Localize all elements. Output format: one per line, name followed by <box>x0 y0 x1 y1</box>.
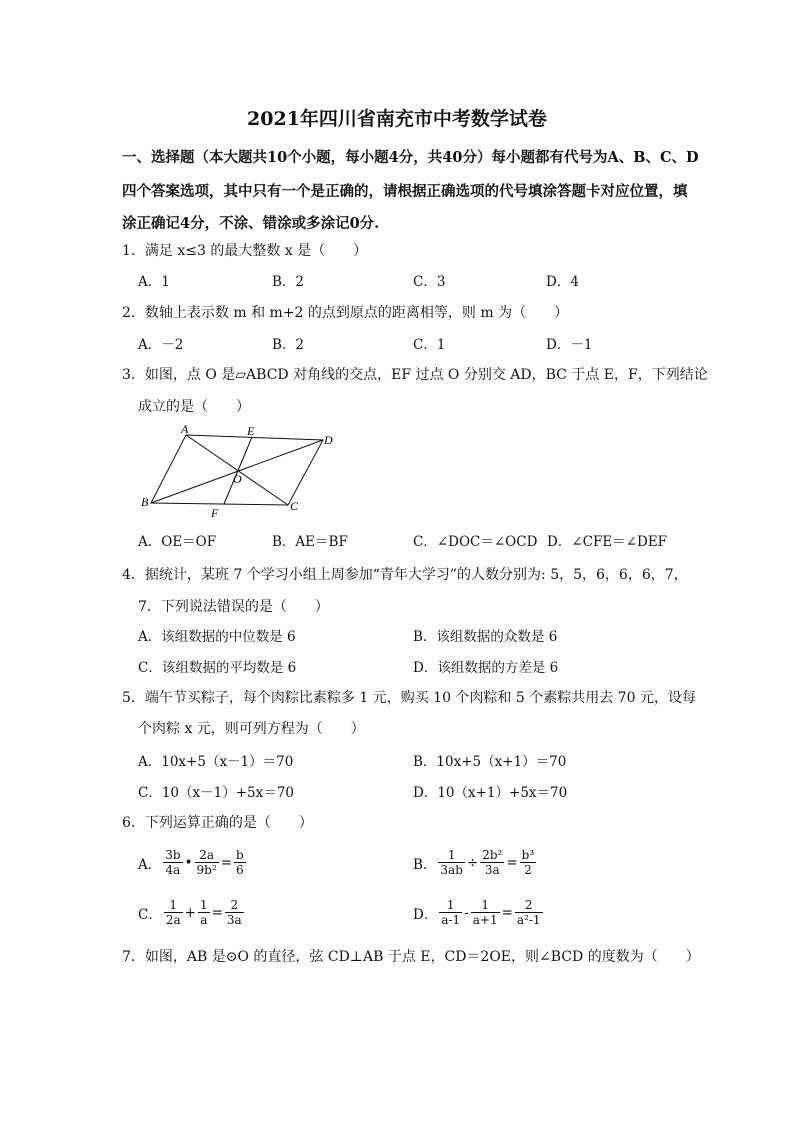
q6-option-a <box>138 848 246 877</box>
operator: - <box>464 904 469 921</box>
label-c: C <box>290 499 299 513</box>
denominator: 9b² <box>196 863 217 877</box>
denominator: 3a <box>226 913 242 927</box>
q1-option-a: A．1 <box>138 274 170 290</box>
equals-sign: = <box>501 904 513 921</box>
q6-b-fraction-2 <box>480 848 504 877</box>
q2-option-c: C．1 <box>413 337 446 353</box>
q6-option-d <box>413 898 543 927</box>
numerator: 1 <box>471 898 500 913</box>
q6-d-fraction-3 <box>515 898 543 927</box>
question-3-stem-line2: 成立的是（ ） <box>138 399 250 415</box>
operator: • <box>184 854 193 871</box>
label-b: B <box>141 495 149 509</box>
denominator: a <box>200 913 208 927</box>
numerator: 2b² <box>482 848 503 862</box>
q5-option-a: A．10x+5（x－1）＝70 <box>138 754 294 770</box>
section-instructions-line1: 一、选择题（本大题共10个小题，每小题4分，共40分）每小题都有代号为A、B、C、D <box>122 149 699 166</box>
q6-b-letter: B． <box>413 856 437 873</box>
q1-option-c: C．3 <box>413 274 446 290</box>
q4-option-c: C．该组数据的平均数是 6 <box>138 660 297 676</box>
q5-option-b: B．10x+5（x+1）＝70 <box>413 754 567 770</box>
denominator: 4a <box>165 863 181 877</box>
q6-c-fraction-3 <box>225 898 244 927</box>
question-6-stem: 6．下列运算正确的是（ ） <box>122 815 313 831</box>
equals-sign: = <box>211 904 223 921</box>
numerator: 1 <box>164 898 183 913</box>
denominator: 3ab <box>440 863 463 877</box>
operator: + <box>184 904 196 921</box>
q6-d-letter: D． <box>413 906 438 923</box>
q1-option-b: B．2 <box>272 274 305 290</box>
q3-option-b: B．AE＝BF <box>272 534 348 550</box>
question-3-stem-line1: 3．如图，点 O 是▱ABCD 对角线的交点，EF 过点 O 分别交 AD，BC 于点 E，F，下列结论 <box>122 367 708 383</box>
question-5-stem-line1: 5．端午节买粽子，每个肉粽比素粽多 1 元，购买 10 个肉粽和 5 个素粽共用去 70 元，设每 <box>122 690 696 706</box>
label-e: E <box>247 424 255 438</box>
numerator: b <box>236 848 244 862</box>
q6-d-fraction-2 <box>471 898 500 927</box>
q6-option-b <box>413 848 536 877</box>
label-d: D <box>324 433 333 447</box>
denominator: a²-1 <box>516 913 541 927</box>
denominator: 6 <box>236 863 244 877</box>
q2-option-a: A．－2 <box>138 337 184 353</box>
page-title: 2021年四川省南充市中考数学试卷 <box>247 108 547 130</box>
numerator: 2 <box>225 898 244 913</box>
numerator: 1 <box>199 898 208 912</box>
question-2-stem: 2．数轴上表示数 m 和 m+2 的点到原点的距离相等，则 m 为（ ） <box>122 305 569 321</box>
question-4-stem-line2: 7．下列说法错误的是（ ） <box>138 599 329 615</box>
q4-option-a: A．该组数据的中位数是 6 <box>138 629 296 645</box>
segment-ef <box>224 437 252 504</box>
q5-option-c: C．10（x－1）+5x＝70 <box>138 785 294 801</box>
equals-sign: = <box>220 854 232 871</box>
parallelogram-figure <box>138 420 338 520</box>
label-f: F <box>211 506 219 520</box>
q6-c-fraction-1 <box>164 898 183 927</box>
question-5-stem-line2: 个肉粽 x 元，则可列方程为（ ） <box>138 721 365 737</box>
q6-b-fraction-1 <box>438 848 464 877</box>
diagonal-ac <box>186 435 288 505</box>
q3-option-a: A．OE＝OF <box>138 534 217 550</box>
q6-a-letter: A． <box>138 856 162 873</box>
label-o: O <box>233 472 242 486</box>
q6-a-fraction-3 <box>234 848 246 877</box>
numerator: 2a <box>195 848 219 863</box>
numerator: b³ <box>521 848 535 862</box>
q6-c-letter: C． <box>138 906 162 923</box>
numerator: 3b <box>165 848 181 862</box>
label-a: A <box>181 422 189 436</box>
q6-d-fraction-1 <box>439 898 462 927</box>
q2-option-d: D．－1 <box>546 337 593 353</box>
section-instructions-line2: 四个答案选项，其中只有一个是正确的，请根据正确选项的代号填涂答题卡对应位置，填 <box>122 183 688 200</box>
equals-sign: = <box>506 854 518 871</box>
denominator: a-1 <box>441 913 461 927</box>
q6-b-fraction-3 <box>520 848 537 877</box>
q6-a-fraction-2 <box>195 848 219 877</box>
q3-option-d: D．∠CFE＝∠DEF <box>547 534 668 550</box>
q4-option-d: D．该组数据的方差是 6 <box>413 660 559 676</box>
denominator: 2 <box>524 863 532 877</box>
denominator: 3a <box>484 863 500 877</box>
question-4-stem-line1: 4．据统计，某班 7 个学习小组上周参加“青年大学习”的人数分别为: 5，5，6，6，6，7， <box>122 567 688 583</box>
q1-option-d: D．4 <box>546 274 579 290</box>
denominator: a+1 <box>472 913 498 927</box>
question-1-stem: 1．满足 x≤3 的最大整数 x 是（ ） <box>122 243 368 259</box>
q5-option-d: D．10（x+1）+5x＝70 <box>413 785 568 801</box>
q6-c-fraction-2 <box>198 898 210 927</box>
q3-option-c: C．∠DOC＝∠OCD <box>413 534 538 550</box>
numerator: 1 <box>439 898 462 913</box>
q6-option-c <box>138 898 244 927</box>
q2-option-b: B．2 <box>272 337 305 353</box>
numerator: 1 <box>438 848 464 863</box>
numerator: 2 <box>515 898 543 913</box>
operator: ÷ <box>466 854 479 871</box>
q4-option-b: B．该组数据的众数是 6 <box>413 629 558 645</box>
denominator: 2a <box>165 913 181 927</box>
q6-a-fraction-1 <box>163 848 182 877</box>
section-instructions-line3: 涂正确记4分，不涂、错涂或多涂记0分. <box>122 215 380 232</box>
question-7-stem: 7．如图，AB 是⊙O 的直径，弦 CD⊥AB 于点 E，CD＝2OE，则∠BCD 的度数为（ ） <box>122 949 700 965</box>
